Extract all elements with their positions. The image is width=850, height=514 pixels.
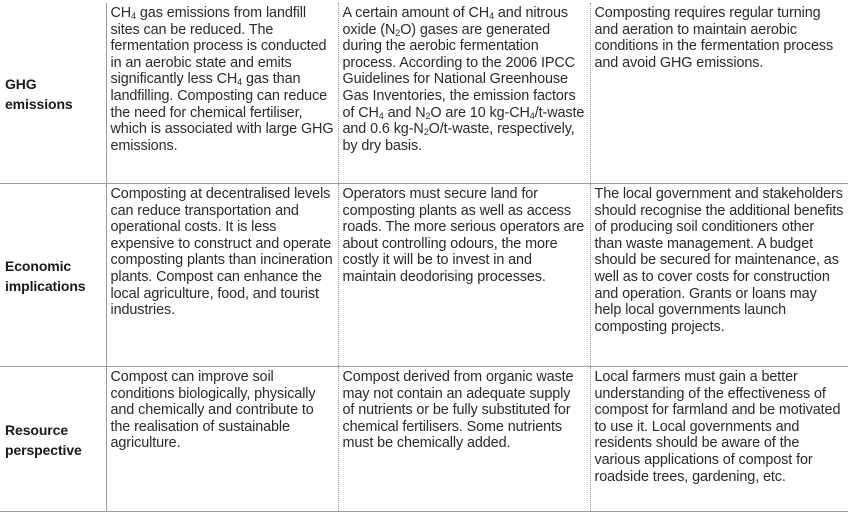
table-cell xyxy=(106,3,338,184)
cell-text: O) gases are generated during the aerobic fermentation process. According to the 2006 IPCC Guidelines for National Greenhouse Gas Inventories, the emission factors of CH xyxy=(342,21,576,121)
cell-text: O/t-waste, respectively, by dry basis. xyxy=(342,121,575,154)
row-heading-line-1: GHG xyxy=(5,75,37,92)
subscript: 4 xyxy=(529,110,535,121)
table-cell xyxy=(338,184,590,367)
table-cell xyxy=(338,3,590,184)
table-cell xyxy=(590,367,848,512)
subscript: 4 xyxy=(489,11,494,21)
table-cell xyxy=(590,3,848,184)
cell-text: Operators must secure land for composting plants as well as access roads. The more serious operators are about controlling odours, the more costly it will be to invest in and maintain deodorising processes. xyxy=(342,186,585,285)
table-cell xyxy=(106,184,338,367)
cell-text: A certain amount of CH xyxy=(342,5,490,21)
subscript: 2 xyxy=(425,110,431,121)
row-heading xyxy=(0,184,106,367)
row-heading-line-2: implications xyxy=(5,277,86,294)
cell-text: Local farmers must gain a better understanding of the effectiveness of compost for farmland and be motivated to use it. Local governments and residents should be aware of the various applications of compost for roadside trees, gardening, etc. xyxy=(594,369,841,485)
subscript: 2 xyxy=(423,127,429,138)
cell-text: Compost can improve soil conditions biologically, physically and chemically and contribute to the realisation of sustainable agriculture. xyxy=(110,369,316,452)
cell-text: and nitrous oxide (N xyxy=(342,5,568,38)
row-heading-line-2: emissions xyxy=(5,95,73,112)
subscript: 4 xyxy=(237,77,243,88)
table-row-resource-perspective xyxy=(0,367,848,512)
cell-text: CH xyxy=(110,5,132,21)
cell-text: O are 10 kg-CH xyxy=(430,104,530,121)
subscript: 4 xyxy=(378,110,384,121)
cell-text: Compost derived from organic waste may not contain an adequate supply of nutrients or be fully substituted for chemical fertilisers. Some nutrients must be chemically added. xyxy=(342,369,574,452)
cell-text: gas emissions from landfill sites can be reduced. The fermentation process is conducted in an aerobic state and emits significantly less CH xyxy=(110,5,327,88)
table-cell xyxy=(338,367,590,512)
row-heading-line-2: perspective xyxy=(5,441,82,458)
table-cell xyxy=(590,184,848,367)
subscript: 4 xyxy=(131,11,136,21)
cell-text: gas than landfilling. Composting can reduce the need for chemical fertiliser, which is associated with large GHG emissions. xyxy=(110,71,334,154)
row-heading xyxy=(0,367,106,512)
cell-text: The local government and stakeholders should recognise the additional benefits of producing soil conditioners other than waste management. A budget should be secured for maintenance, as well as to cover costs for construction and operation. Grants or loans may help local governments launch composting projects. xyxy=(594,186,844,335)
cell-text: and N xyxy=(383,104,426,121)
row-heading xyxy=(0,3,106,184)
subscript: 2 xyxy=(395,27,401,38)
composting-comparison-table xyxy=(0,3,848,512)
cell-text: Composting at decentralised levels can reduce transportation and operational costs. It is less expensive to construct and operate composting plants than incineration plants. Compost can enhance the local agriculture, food, and tourist industries. xyxy=(110,186,333,319)
cell-text: /t-waste and 0.6 kg-N xyxy=(342,104,585,138)
cell-text: Composting requires regular turning and aeration to maintain aerobic conditions in the fermentation process and avoid GHG emissions. xyxy=(594,5,834,71)
row-heading-line-1: Economic xyxy=(5,257,72,274)
table-row-economic-implications xyxy=(0,184,848,367)
table-row-ghg-emissions xyxy=(0,3,848,184)
row-heading-line-1: Resource xyxy=(5,421,69,438)
table-cell xyxy=(106,367,338,512)
